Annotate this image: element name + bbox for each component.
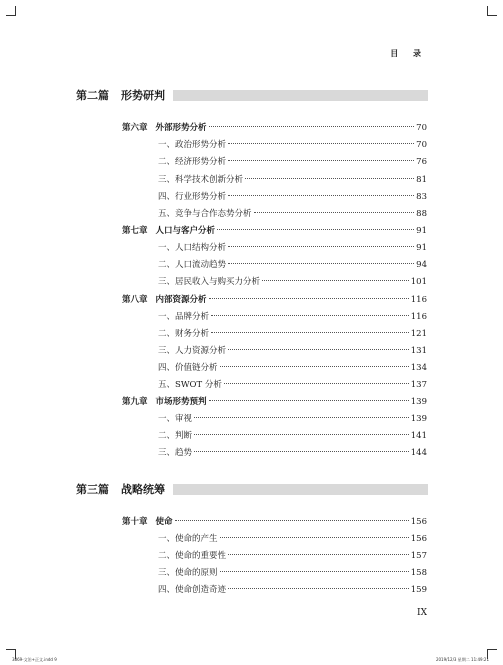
section-title: 二、财务分析 bbox=[158, 329, 210, 339]
toc-section[interactable] bbox=[158, 379, 427, 391]
dot-leader bbox=[262, 280, 409, 281]
page-folio: IX bbox=[417, 608, 427, 618]
section-title: 四、行业形势分析 bbox=[158, 192, 227, 202]
toc-section[interactable] bbox=[158, 328, 427, 340]
section-title: 三、趋势 bbox=[158, 448, 193, 458]
part-heading bbox=[76, 483, 428, 495]
dot-leader bbox=[217, 229, 414, 230]
dot-leader bbox=[228, 160, 414, 161]
page-number: 139 bbox=[410, 397, 427, 407]
page-number: 156 bbox=[410, 534, 427, 544]
section-title: 四、价值链分析 bbox=[158, 363, 218, 373]
dot-leader bbox=[209, 126, 415, 127]
page-number: 70 bbox=[416, 123, 427, 133]
page-number: 158 bbox=[410, 568, 427, 578]
toc-section[interactable] bbox=[158, 430, 427, 442]
section-title: 三、人力资源分析 bbox=[158, 346, 227, 356]
dot-leader bbox=[220, 537, 409, 538]
section-title: 三、居民收入与购买力分析 bbox=[158, 277, 261, 287]
dot-leader bbox=[254, 212, 415, 213]
chapter-title: 人口与客户分析 bbox=[155, 226, 216, 236]
toc-section[interactable] bbox=[158, 156, 427, 168]
section-title: 一、审视 bbox=[158, 414, 193, 424]
dot-leader bbox=[194, 451, 409, 452]
page-number: 101 bbox=[410, 277, 427, 287]
page-number: 156 bbox=[410, 517, 427, 527]
toc-section[interactable] bbox=[158, 362, 427, 374]
page-number: 137 bbox=[410, 380, 427, 390]
toc-section[interactable] bbox=[158, 311, 427, 323]
toc-section[interactable] bbox=[158, 139, 427, 151]
page-number: 131 bbox=[410, 346, 427, 356]
chapter-number: 第六章 bbox=[122, 123, 148, 133]
page-number: 76 bbox=[416, 157, 427, 167]
dot-leader bbox=[228, 195, 414, 196]
running-head: 目 录 bbox=[390, 49, 427, 58]
toc-section[interactable] bbox=[158, 208, 427, 220]
section-title: 二、经济形势分析 bbox=[158, 157, 227, 167]
section-title: 四、使命创造奇迹 bbox=[158, 585, 227, 595]
dot-leader bbox=[194, 434, 409, 435]
toc-section[interactable] bbox=[158, 345, 427, 357]
page-number: 139 bbox=[410, 414, 427, 424]
dot-leader bbox=[211, 332, 409, 333]
page-number: 83 bbox=[416, 192, 427, 202]
toc-section[interactable] bbox=[158, 174, 427, 186]
chapter-title: 内部资源分析 bbox=[155, 295, 207, 305]
dot-leader bbox=[209, 400, 409, 401]
dot-leader bbox=[228, 246, 414, 247]
dot-leader bbox=[175, 520, 409, 521]
page-number: 121 bbox=[410, 329, 427, 339]
section-title: 二、人口流动趋势 bbox=[158, 260, 227, 270]
part-title-bar bbox=[173, 484, 428, 495]
part-number: 第三篇 bbox=[76, 483, 109, 496]
toc-section[interactable] bbox=[158, 533, 427, 545]
page-number: 141 bbox=[410, 431, 427, 441]
chapter-title: 市场形势预判 bbox=[155, 397, 207, 407]
page-number: 88 bbox=[416, 209, 427, 219]
section-title: 三、科学技术创新分析 bbox=[158, 175, 244, 185]
toc-section[interactable] bbox=[158, 413, 427, 425]
section-title: 一、使命的产生 bbox=[158, 534, 218, 544]
toc-section[interactable] bbox=[158, 191, 427, 203]
dot-leader bbox=[228, 588, 409, 589]
toc-chapter[interactable] bbox=[122, 225, 427, 237]
chapter-number: 第七章 bbox=[122, 226, 148, 236]
page-number: 134 bbox=[410, 363, 427, 373]
page-number: 81 bbox=[416, 175, 427, 185]
chapter-number: 第八章 bbox=[122, 295, 148, 305]
page-number: 144 bbox=[410, 448, 427, 458]
page-number: 159 bbox=[410, 585, 427, 595]
part-title-bar bbox=[173, 90, 428, 101]
toc-chapter[interactable] bbox=[122, 122, 427, 134]
dot-leader bbox=[209, 298, 409, 299]
toc-section[interactable] bbox=[158, 259, 427, 271]
toc-section[interactable] bbox=[158, 242, 427, 254]
page-number: 94 bbox=[416, 260, 427, 270]
section-title: 五、竞争与合作态势分析 bbox=[158, 209, 252, 219]
print-slug-right: 2019/12/3 星期二 11:49:21 bbox=[435, 657, 489, 662]
dot-leader bbox=[211, 315, 409, 316]
section-title: 一、品牌分析 bbox=[158, 312, 210, 322]
toc-section[interactable] bbox=[158, 276, 427, 288]
page-number: 91 bbox=[416, 226, 427, 236]
dot-leader bbox=[228, 349, 409, 350]
chapter-number: 第九章 bbox=[122, 397, 148, 407]
print-slug-left: 3869-文治+正文.indd 9 bbox=[12, 657, 57, 662]
dot-leader bbox=[220, 571, 409, 572]
dot-leader bbox=[224, 383, 409, 384]
dot-leader bbox=[228, 554, 409, 555]
page-number: 91 bbox=[416, 243, 427, 253]
toc-chapter[interactable] bbox=[122, 516, 427, 528]
page-number: 116 bbox=[410, 295, 427, 305]
toc-chapter[interactable] bbox=[122, 294, 427, 306]
toc-section[interactable] bbox=[158, 550, 427, 562]
part-number: 第二篇 bbox=[76, 89, 109, 102]
section-title: 一、人口结构分析 bbox=[158, 243, 227, 253]
part-heading bbox=[76, 89, 428, 101]
crop-mark-top-left bbox=[6, 6, 16, 16]
section-title: 一、政治形势分析 bbox=[158, 140, 227, 150]
dot-leader bbox=[245, 178, 414, 179]
page-number: 157 bbox=[410, 551, 427, 561]
dot-leader bbox=[228, 143, 414, 144]
section-title: 二、判断 bbox=[158, 431, 193, 441]
crop-mark-top-right bbox=[487, 6, 497, 16]
page-number: 116 bbox=[410, 312, 427, 322]
section-title: 五、SWOT 分析 bbox=[158, 380, 222, 390]
toc-section[interactable] bbox=[158, 447, 427, 459]
dot-leader bbox=[194, 417, 409, 418]
toc-chapter[interactable] bbox=[122, 396, 427, 408]
toc-section[interactable] bbox=[158, 584, 427, 596]
section-title: 三、使命的原则 bbox=[158, 568, 218, 578]
section-title: 二、使命的重要性 bbox=[158, 551, 227, 561]
part-title: 战略统筹 bbox=[121, 483, 165, 496]
part-title: 形势研判 bbox=[121, 89, 165, 102]
chapter-title: 外部形势分析 bbox=[155, 123, 207, 133]
chapter-number: 第十章 bbox=[122, 517, 148, 527]
dot-leader bbox=[220, 366, 409, 367]
toc-section[interactable] bbox=[158, 567, 427, 579]
chapter-title: 使命 bbox=[155, 517, 173, 527]
page-number: 70 bbox=[416, 140, 427, 150]
dot-leader bbox=[228, 263, 414, 264]
